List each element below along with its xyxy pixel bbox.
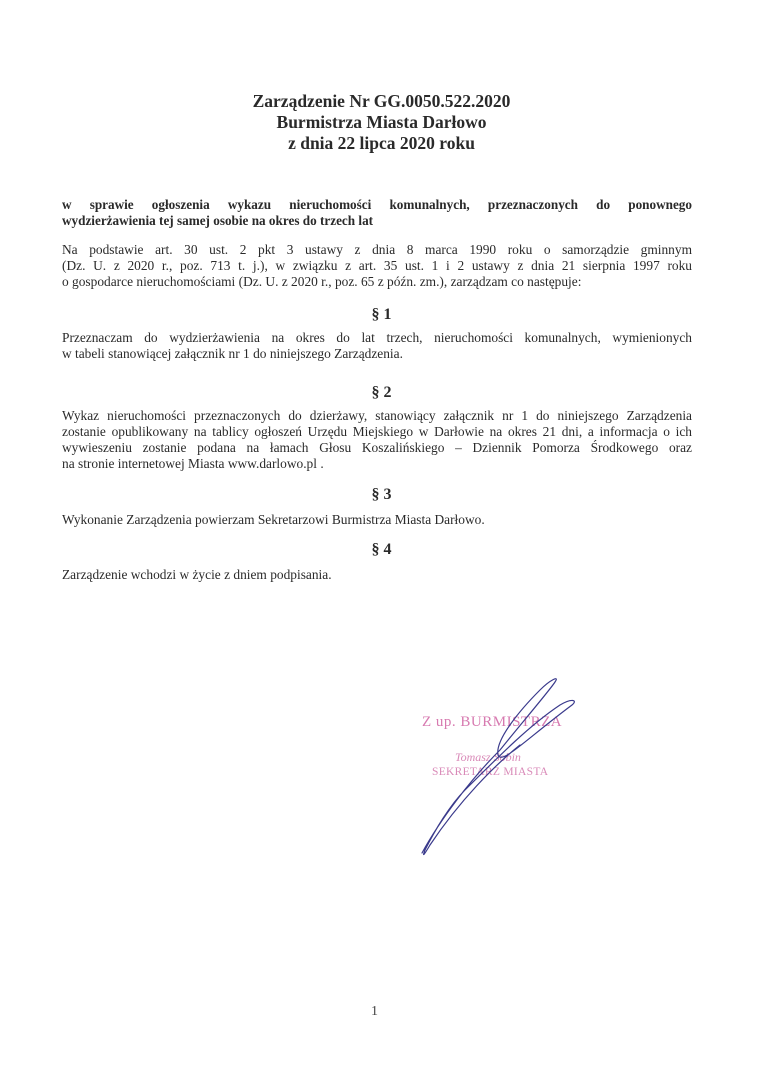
paragraph-line: w tabeli stanowiącej załącznik nr 1 do niniejszego Zarządzenia.: [62, 346, 403, 361]
section-heading-3: § 3: [371, 486, 392, 503]
paragraph-line: wywieszeniu zostanie podana na łamach Głosu Koszalińskiego – Dziennik Pomorza Środkowego oraz: [62, 440, 692, 455]
preamble-paragraph: [62, 242, 692, 290]
preamble-line: o gospodarce nieruchomościami (Dz. U. z 2020 r., poz. 65 z późn. zm.), zarządzam co następuje:: [62, 274, 582, 289]
preamble-line: (Dz. U. z 2020 r., poz. 713 t. j.), w związku z art. 35 ust. 1 i 2 ustawy z dnia 21 sierpnia 1997 roku: [62, 258, 692, 273]
stamp-name: Tomasz Sobin: [455, 750, 521, 764]
paragraph-line: zostanie opublikowany na tablicy ogłoszeń Urzędu Miejskiego w Darłowie na okres 21 dni, a informacja o ich: [62, 424, 692, 439]
section-heading-2: § 2: [371, 384, 392, 401]
preamble-line: Na podstawie art. 30 ust. 2 pkt 3 ustawy z dnia 8 marca 1990 roku o samorządzie gminnym: [62, 242, 692, 257]
document-issuer: Burmistrza Miasta Darłowo: [276, 112, 487, 132]
section-3-paragraph: [62, 512, 692, 528]
signature-stroke: [422, 679, 574, 855]
subject-line: w sprawie ogłoszenia wykazu nieruchomości komunalnych, przeznaczonych do ponownego: [62, 197, 692, 212]
subject-line: wydzierżawienia tej samej osobie na okres do trzech lat: [62, 213, 374, 228]
document-subject: [62, 197, 692, 229]
section-heading-4: § 4: [371, 541, 392, 558]
paragraph-line: Zarządzenie wchodzi w życie z dniem podpisania.: [62, 567, 332, 582]
document-date: z dnia 22 lipca 2020 roku: [288, 133, 475, 153]
paragraph-line: Wykaz nieruchomości przeznaczonych do dzierżawy, stanowiący załącznik nr 1 do niniejszego Zarządzenia: [62, 408, 692, 423]
page-number: 1: [371, 1004, 378, 1019]
document-title: Zarządzenie Nr GG.0050.522.2020: [252, 91, 511, 111]
stamp-authority: Z up. BURMISTRZA: [422, 714, 563, 730]
paragraph-line: na stronie internetowej Miasta www.darlowo.pl .: [62, 456, 324, 471]
paragraph-line: Przeznaczam do wydzierżawienia na okres do lat trzech, nieruchomości komunalnych, wymienionych: [62, 330, 692, 345]
section-heading-1: § 1: [371, 306, 392, 323]
section-4-paragraph: [62, 567, 692, 583]
paragraph-line: Wykonanie Zarządzenia powierzam Sekretarzowi Burmistrza Miasta Darłowo.: [62, 512, 485, 527]
handwritten-signature: [400, 670, 600, 870]
section-1-paragraph: [62, 330, 692, 362]
stamp-position: SEKRETARZ MIASTA: [432, 766, 549, 778]
section-2-paragraph: [62, 408, 692, 472]
